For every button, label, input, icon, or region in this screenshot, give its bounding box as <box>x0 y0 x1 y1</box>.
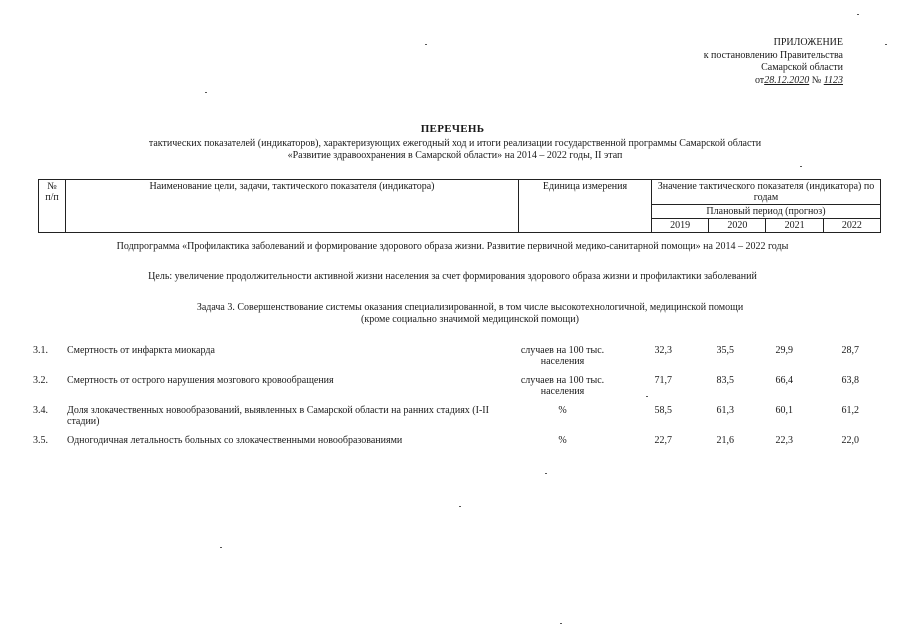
header-year: 2019 <box>652 219 709 233</box>
row-value-2019: 58,5 <box>654 405 672 416</box>
number-sign: № <box>811 74 822 86</box>
task-heading <box>120 302 820 326</box>
row-value-2021: 66,4 <box>775 375 793 386</box>
row-value-2021: 60,1 <box>775 405 793 416</box>
task-line-1: Задача 3. Совершенствование системы оказания специализированной, в том числе высокотехнологичной, медицинской помощи <box>196 302 744 313</box>
subprogram-heading: Подпрограмма «Профилактика заболеваний и формирование здорового образа жизни. Развитие первичной медико-санитарной помощи» на 2014 – 2022 годы <box>116 241 789 252</box>
header-unit: Единица измерения <box>519 180 652 233</box>
scan-speck <box>220 547 222 548</box>
date-value: 28.12.2020 <box>764 74 810 86</box>
scan-speck <box>646 396 648 397</box>
row-indicator-name: Доля злокачественных новообразований, выявленных в Самарской области на ранних стадиях (I-II стадии) <box>67 405 489 427</box>
document-title: ПЕРЕЧЕНЬ <box>420 123 485 135</box>
row-unit: случаев на 100 тыс. населения <box>520 345 605 367</box>
row-unit: случаев на 100 тыс. населения <box>520 375 605 397</box>
scan-speck <box>885 44 887 45</box>
header-name: Наименование цели, задачи, тактического показателя (индикатора) <box>66 180 519 233</box>
appendix-date-line <box>673 75 843 88</box>
subtitle-line-2: «Развитие здравоохранения в Самарской области» на 2014 – 2022 годы, II этап <box>287 150 623 161</box>
row-value-2020: 21,6 <box>716 435 734 446</box>
indicator-table-header <box>38 179 881 233</box>
header-year: 2021 <box>766 219 823 233</box>
appendix-title: ПРИЛОЖЕНИЕ <box>773 37 843 48</box>
header-year: 2020 <box>709 219 766 233</box>
appendix-block <box>673 37 843 87</box>
row-value-2022: 61,2 <box>841 405 859 416</box>
scan-speck <box>425 44 427 45</box>
header-value: Значение тактического показателя (индикатора) по годам <box>652 180 881 205</box>
scan-speck <box>205 92 207 93</box>
scan-speck <box>560 623 562 624</box>
document-subtitle <box>60 138 850 162</box>
header-period: Плановый период (прогноз) <box>652 205 881 219</box>
row-unit: % <box>558 435 567 446</box>
row-value-2022: 22,0 <box>841 435 859 446</box>
row-indicator-name: Смертность от инфаркта миокарда <box>67 345 215 356</box>
row-value-2022: 28,7 <box>841 345 859 356</box>
row-value-2022: 63,8 <box>841 375 859 386</box>
row-value-2021: 29,9 <box>775 345 793 356</box>
scan-speck <box>857 14 859 15</box>
scan-speck <box>545 473 547 474</box>
task-line-2: (кроме социально значимой медицинской помощи) <box>361 314 579 325</box>
row-value-2019: 32,3 <box>654 345 672 356</box>
header-num: № п/п <box>39 180 66 233</box>
appendix-region: Самарской области <box>761 62 843 73</box>
row-number: 3.2. <box>33 375 48 386</box>
row-indicator-name: Одногодичная летальность больных со злокачественными новообразованиями <box>67 435 403 446</box>
row-value-2020: 83,5 <box>716 375 734 386</box>
row-value-2019: 71,7 <box>654 375 672 386</box>
row-value-2020: 61,3 <box>716 405 734 416</box>
row-number: 3.1. <box>33 345 48 356</box>
row-value-2021: 22,3 <box>775 435 793 446</box>
row-number: 3.5. <box>33 435 48 446</box>
date-prefix: от <box>754 74 765 86</box>
header-year: 2022 <box>823 219 880 233</box>
scan-speck <box>800 166 802 167</box>
scan-speck <box>459 506 461 507</box>
appendix-resolution-ref: к постановлению Правительства <box>703 49 843 61</box>
row-number: 3.4. <box>33 405 48 416</box>
subtitle-line-1: тактических показателей (индикаторов), характеризующих ежегодный ход и итоги реализации государственной программы Самарской области <box>148 138 762 149</box>
goal-heading: Цель: увеличение продолжительности активной жизни населения за счет формирования здорового образа жизни и профилактики заболеваний <box>148 271 757 282</box>
row-indicator-name: Смертность от острого нарушения мозгового кровообращения <box>67 375 334 386</box>
row-value-2019: 22,7 <box>654 435 672 446</box>
number-value: 1123 <box>823 74 843 86</box>
row-unit: % <box>558 405 567 416</box>
row-value-2020: 35,5 <box>716 345 734 356</box>
